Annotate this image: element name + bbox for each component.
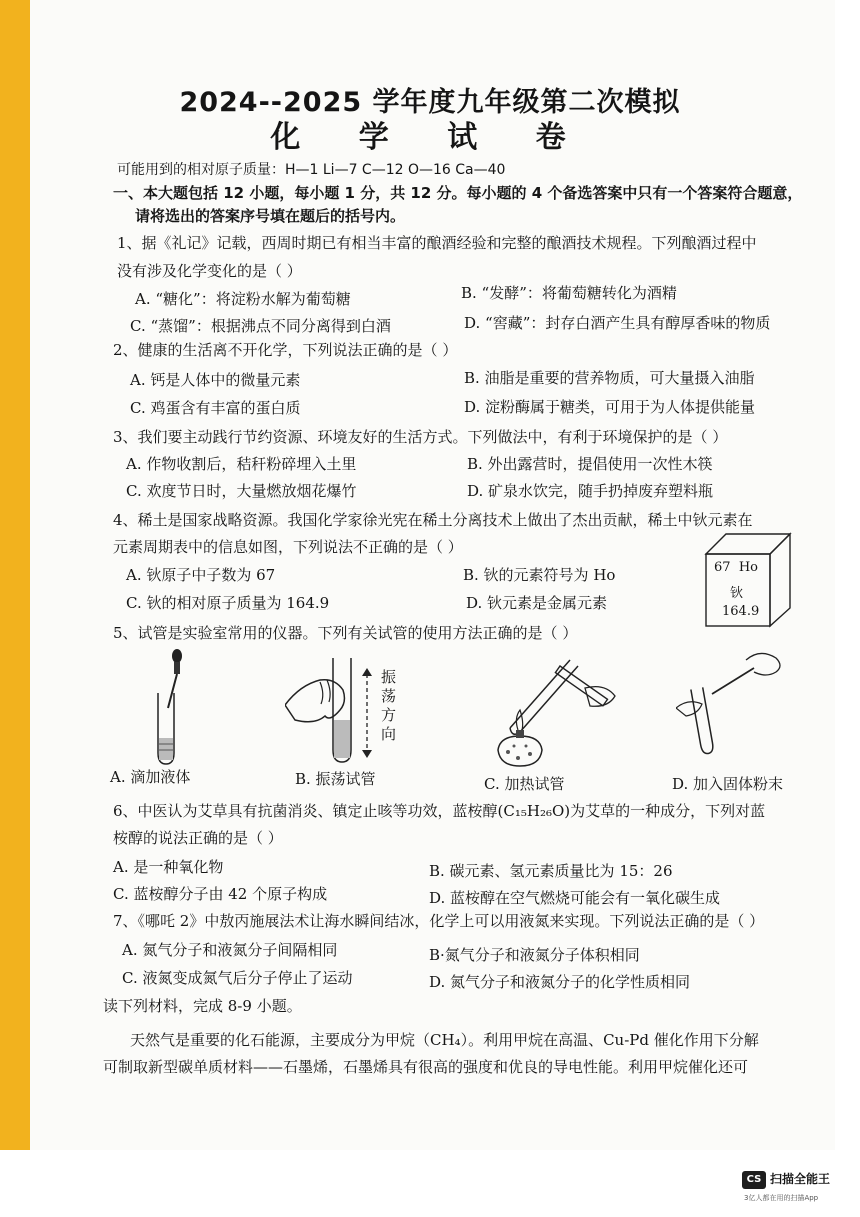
shake-label-char: 荡 xyxy=(381,687,397,705)
element-symbol: Ho xyxy=(738,560,758,575)
reading-paragraph-line1: 天然气是重要的化石能源，主要成分为甲烷（CH₄）。利用甲烷在高温、Cu-Pd 催化作用下分解 xyxy=(130,1031,759,1049)
q2-option-c: C. 鸡蛋含有丰富的蛋白质 xyxy=(130,399,301,417)
q2-stem: 2、健康的生活离不开化学，下列说法正确的是（ ） xyxy=(113,341,458,359)
q5-stem: 5、试管是实验室常用的仪器。下列有关试管的使用方法正确的是（ ） xyxy=(113,624,578,642)
q4-option-d: D. 钬元素是金属元素 xyxy=(466,594,608,612)
heating-illustration xyxy=(490,648,625,773)
scanner-logo: CS xyxy=(742,1171,766,1189)
q6-option-d: D. 蓝桉醇在空气燃烧可能会有一氧化碳生成 xyxy=(429,889,721,907)
shake-direction-label xyxy=(381,668,399,744)
q1-stem-line2: 没有涉及化学变化的是（ ） xyxy=(117,262,302,280)
element-mass: 164.9 xyxy=(722,604,760,619)
shake-label-char: 方 xyxy=(381,706,397,724)
q6-option-c: C. 蓝桉醇分子由 42 个原子构成 xyxy=(113,885,328,903)
q7-option-c: C. 液氮变成氮气后分子停止了运动 xyxy=(122,969,353,987)
element-info xyxy=(714,560,758,575)
powder-illustration xyxy=(676,648,791,758)
q2-option-b: B. 油脂是重要的营养物质，可大量摄入油脂 xyxy=(464,369,755,387)
q5-option-c: C. 加热试管 xyxy=(484,775,565,793)
exam-title: 2024--2025 学年度九年级第二次模拟 xyxy=(179,87,681,118)
q5-option-a: A. 滴加液体 xyxy=(110,768,191,786)
scanner-brand: 扫描全能王 xyxy=(770,1172,831,1186)
dropper-illustration xyxy=(150,648,195,768)
shake-label-char: 振 xyxy=(381,668,397,686)
q7-option-a: A. 氮气分子和液氮分子间隔相同 xyxy=(122,941,338,959)
shake-direction-arrow xyxy=(360,668,374,758)
scanner-tagline: 3亿人都在用的扫描App xyxy=(744,1194,819,1202)
shake-label-char: 向 xyxy=(381,725,397,743)
q3-option-a: A. 作物收割后，秸秆粉碎埋入土里 xyxy=(126,455,357,473)
q1-option-c: C. “蒸馏”：根据沸点不同分离得到白酒 xyxy=(130,317,391,335)
q2-option-d: D. 淀粉酶属于糖类，可用于为人体提供能量 xyxy=(464,398,756,416)
q6-stem-line2: 桉醇的说法正确的是（ ） xyxy=(113,829,283,847)
section1-heading-line2: 请将选出的答案序号填在题后的括号内。 xyxy=(135,207,406,225)
q4-option-c: C. 钬的相对原子质量为 164.9 xyxy=(126,594,330,612)
q4-option-b: B. 钬的元素符号为 Ho xyxy=(463,566,616,584)
element-name: 钬 xyxy=(730,586,744,601)
q2-option-a: A. 钙是人体中的微量元素 xyxy=(130,371,301,389)
q3-stem: 3、我们要主动践行节约资源、环境友好的生活方式。下列做法中，有利于环境保护的是（ ） xyxy=(113,428,728,446)
q1-option-a: A. “糖化”：将淀粉水解为葡萄糖 xyxy=(135,290,351,308)
q3-option-d: D. 矿泉水饮完，随手扔掉废弃塑料瓶 xyxy=(467,482,714,500)
q6-option-b: B. 碳元素、氢元素质量比为 15：26 xyxy=(429,862,673,880)
q5-option-b: B. 振荡试管 xyxy=(295,770,376,788)
q4-stem-line1: 4、稀土是国家战略资源。我国化学家徐光宪在稀土分离技术上做出了杰出贡献，稀土中钬元素在 xyxy=(113,511,753,529)
element-number: 67 xyxy=(714,560,731,575)
q1-option-b: B. “发酵”：将葡萄糖转化为酒精 xyxy=(461,284,677,302)
q3-option-c: C. 欢度节日时，大量燃放烟花爆竹 xyxy=(126,482,357,500)
section1-heading-line1: 一、本大题包括 12 小题，每小题 1 分，共 12 分。每小题的 4 个备选答案中只有一个答案符合题意， xyxy=(113,184,803,202)
q6-option-a: A. 是一种氧化物 xyxy=(113,858,224,876)
q6-stem-line1: 6、中医认为艾草具有抗菌消炎、镇定止咳等功效，蓝桉醇(C₁₅H₂₆O)为艾草的一种成分，下列对蓝 xyxy=(113,802,766,820)
q5-option-d: D. 加入固体粉末 xyxy=(672,775,784,793)
q7-option-d: D. 氮气分子和液氮分子的化学性质相同 xyxy=(429,973,691,991)
q4-stem-line2: 元素周期表中的信息如图，下列说法不正确的是（ ） xyxy=(113,538,463,556)
orange-edge-strip xyxy=(0,0,30,1150)
q1-stem-line1: 1、据《礼记》记载，西周时期已有相当丰富的酿酒经验和完整的酿酒技术规程。下列酿酒过程中 xyxy=(117,234,757,252)
scan-margin xyxy=(0,1150,860,1217)
q3-option-b: B. 外出露营时，提倡使用一次性木筷 xyxy=(467,455,713,473)
exam-subtitle: 化 学 试 卷 xyxy=(270,120,590,155)
reading-paragraph-line2: 可制取新型碳单质材料——石墨烯，石墨烯具有很高的强度和优良的导电性能。利用甲烷催化还可 xyxy=(103,1058,749,1076)
atomic-masses: 可能用到的相对原子质量：H—1 Li—7 C—12 O—16 Ca—40 xyxy=(117,162,506,178)
q4-option-a: A. 钬原子中子数为 67 xyxy=(126,566,276,584)
q1-option-d: D. “窖藏”：封存白酒产生具有醇厚香味的物质 xyxy=(464,314,771,332)
reading-intro: 读下列材料，完成 8-9 小题。 xyxy=(103,997,302,1015)
q7-stem: 7、《哪吒 2》中敖丙施展法术让海水瞬间结冰，化学上可以用液氮来实现。下列说法正确的是（ ） xyxy=(113,912,765,930)
q7-option-b: B·氮气分子和液氮分子体积相同 xyxy=(429,946,640,964)
